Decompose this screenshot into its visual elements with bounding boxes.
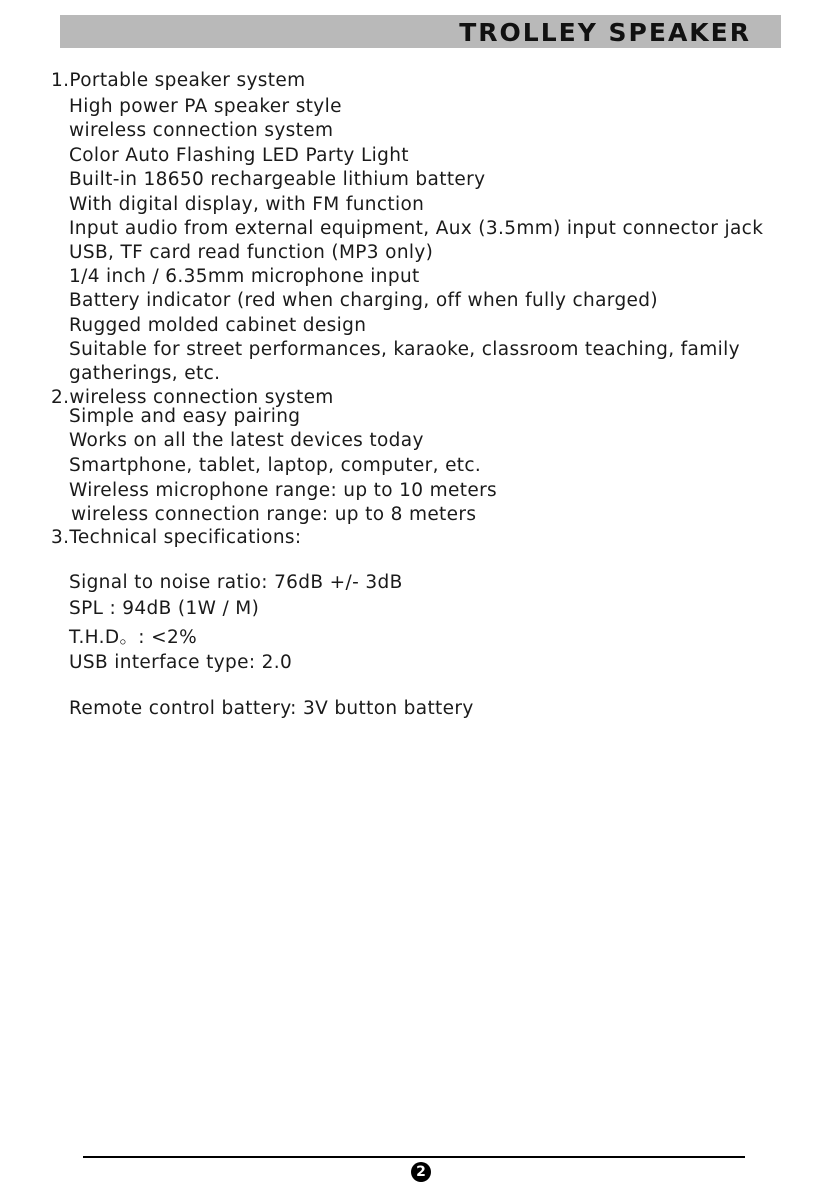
list-item: With digital display, with FM function [69,194,425,215]
page-header-bar [60,15,781,48]
section-heading-technical-specifications: 3.Technical specifications: [51,527,302,548]
list-item: Rugged molded cabinet design [69,315,367,336]
spec-item: SPL : 94dB (1W / M) [69,598,260,619]
list-item: Suitable for street performances, karaoke, classroom teaching, family [69,339,740,360]
list-item: 1/4 inch / 6.35mm microphone input [69,266,420,287]
list-item: Wireless microphone range: up to 10 meters [69,480,498,501]
list-item: Input audio from external equipment, Aux (3.5mm) input connector jack [69,218,764,239]
list-item: Smartphone, tablet, laptop, computer, etc. [69,455,482,476]
page-number-badge: 2 [411,1162,431,1182]
list-item: Battery indicator (red when charging, off when fully charged) [69,290,658,311]
section-heading-wireless-connection: 2.wireless connection system [51,387,334,408]
list-item: Simple and easy pairing [69,406,301,427]
spec-item: USB interface type: 2.0 [69,652,293,673]
list-item: High power PA speaker style [69,96,342,117]
page-title: TROLLEY SPEAKER [459,18,751,47]
list-item: Built-in 18650 rechargeable lithium battery [69,169,486,190]
list-item: Color Auto Flashing LED Party Light [69,145,409,166]
list-item: wireless connection system [69,120,334,141]
footer-divider [83,1156,745,1158]
list-item: USB, TF card read function (MP3 only) [69,242,434,263]
spec-item: Signal to noise ratio: 76dB +/- 3dB [69,572,403,593]
list-item: gatherings, etc. [69,363,221,384]
list-item: Works on all the latest devices today [69,430,424,451]
section-heading-portable-speaker: 1.Portable speaker system [51,70,306,91]
list-item: wireless connection range: up to 8 meters [71,504,477,525]
spec-item: Remote control battery: 3V button battery [69,698,474,719]
spec-item: T.H.D。: <2% [69,627,198,648]
